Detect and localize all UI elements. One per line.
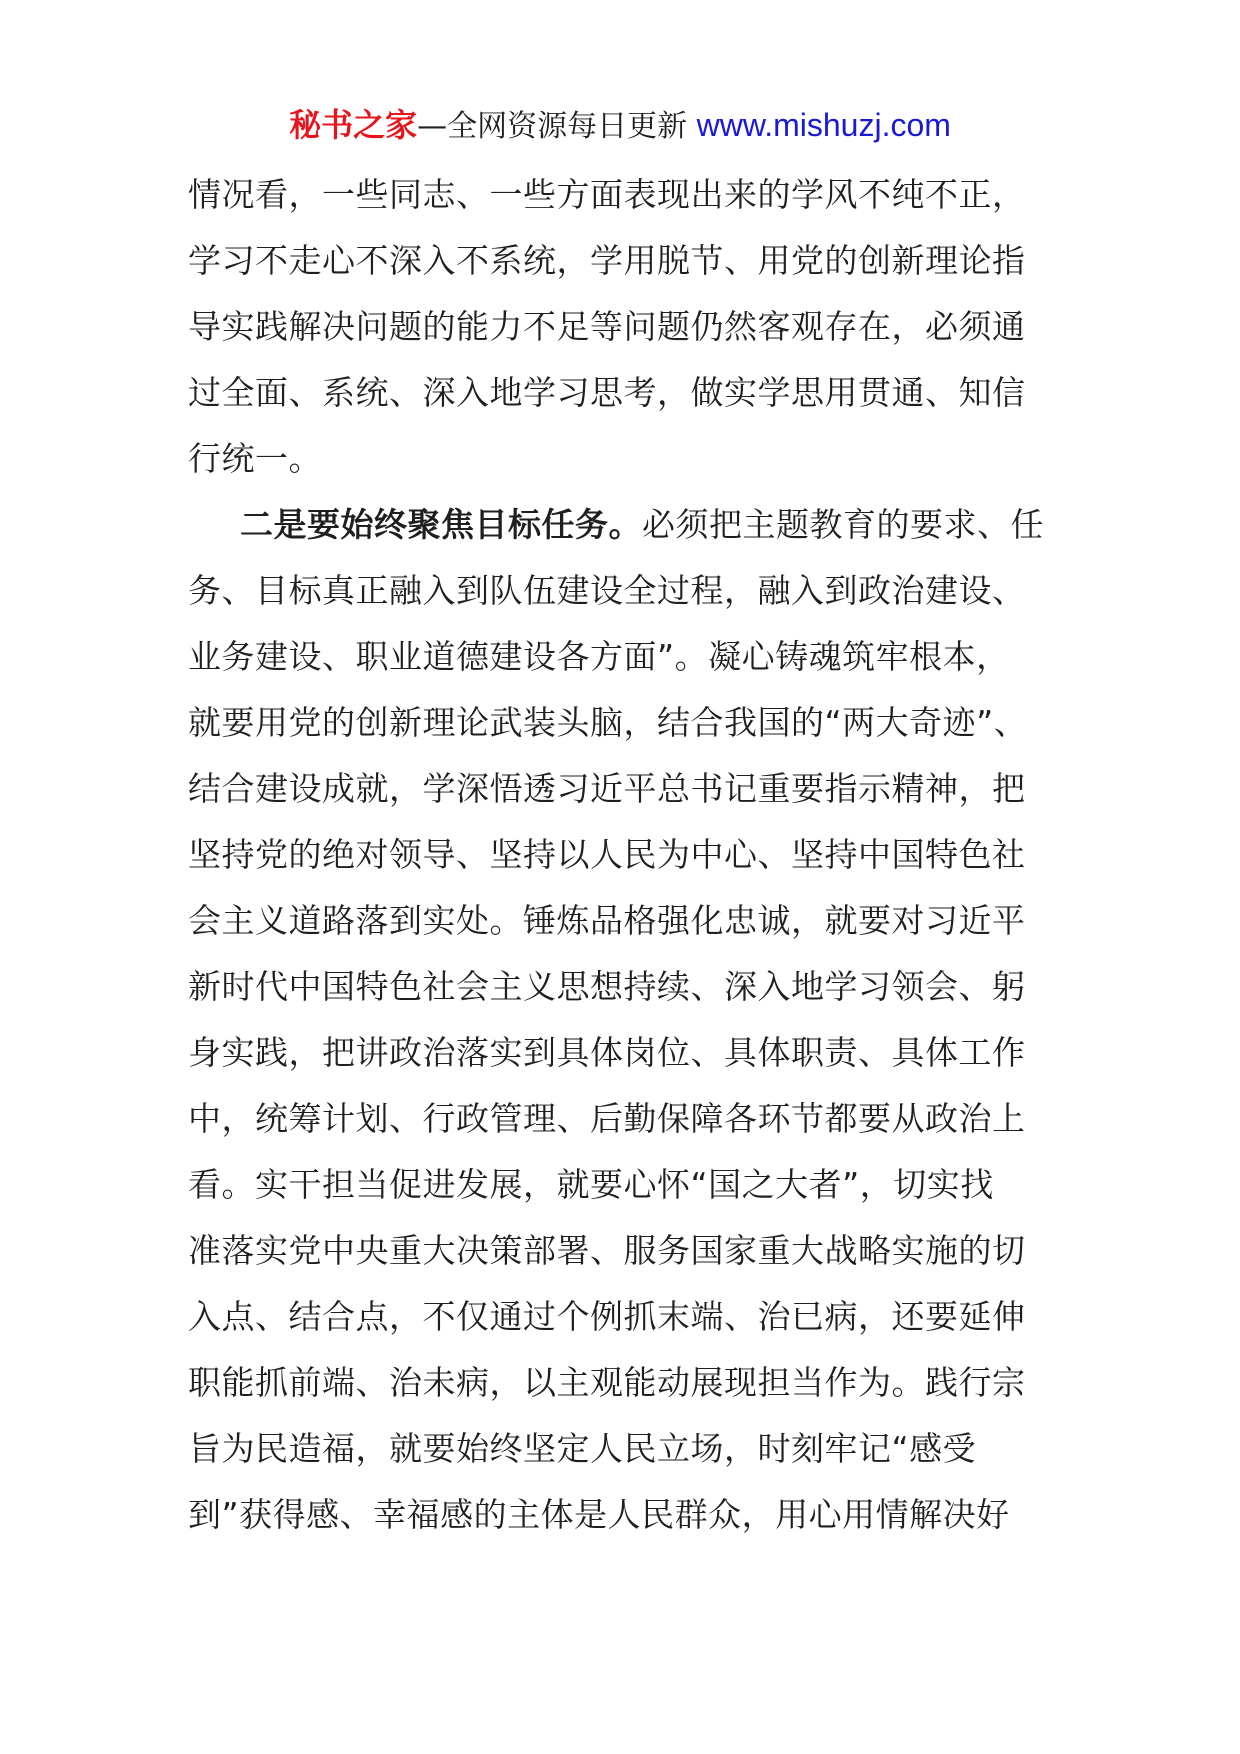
text-line: 坚持党的绝对领导、坚持以人民为中心、坚持中国特色社	[188, 835, 1026, 874]
header-brand: 秘书之家	[289, 106, 418, 144]
text-line: 会主义道路落到实处。锤炼品格强化忠诚，就要对习近平	[188, 901, 1026, 940]
header-url-link[interactable]: www.mishuzj.com	[696, 107, 951, 143]
text-line: 旨为民造福，就要始终坚定人民立场，时刻牢记“感受	[188, 1429, 977, 1468]
text-line: 就要用党的创新理论武装头脑，结合我国的“两大奇迹”、	[188, 703, 1028, 742]
paragraph-heading-rest: 必须把主题教育的要求、任	[642, 505, 1044, 544]
text-line: 过全面、系统、深入地学习思考，做实学思用贯通、知信	[188, 373, 1026, 412]
header-tagline: —全网资源每日更新	[417, 109, 697, 144]
text-line: 结合建设成就，学深悟透习近平总书记重要指示精神，把	[188, 769, 1026, 808]
text-line: 新时代中国特色社会主义思想持续、深入地学习领会、躬	[188, 967, 1026, 1006]
paragraph-heading-line	[188, 492, 1058, 558]
text-line: 入点、结合点，不仅通过个例抓末端、治已病，还要延伸	[188, 1297, 1026, 1336]
text-line: 看。实干担当促进发展，就要心怀“国之大者”，切实找	[188, 1165, 994, 1204]
page-header	[0, 101, 1240, 151]
paragraph-heading: 二是要始终聚焦目标任务。	[240, 505, 642, 544]
text-line: 行统一。	[188, 439, 322, 478]
text-line: 身实践，把讲政治落实到具体岗位、具体职责、具体工作	[188, 1033, 1026, 1072]
text-line: 职能抓前端、治未病，以主观能动展现担当作为。践行宗	[188, 1363, 1026, 1402]
text-line: 情况看，一些同志、一些方面表现出来的学风不纯不正，	[188, 175, 1026, 214]
document-body	[188, 162, 1058, 1548]
text-line: 中，统筹计划、行政管理、后勤保障各环节都要从政治上	[188, 1099, 1026, 1138]
text-line: 学习不走心不深入不系统，学用脱节、用党的创新理论指	[188, 241, 1026, 280]
text-line: 务、目标真正融入到队伍建设全过程，融入到政治建设、	[188, 571, 1026, 610]
text-line: 业务建设、职业道德建设各方面”。凝心铸魂筑牢根本，	[188, 637, 1010, 676]
text-line: 导实践解决问题的能力不足等问题仍然客观存在，必须通	[188, 307, 1026, 346]
text-line: 到”获得感、幸福感的主体是人民群众，用心用情解决好	[188, 1495, 1010, 1534]
text-line: 准落实党中央重大决策部署、服务国家重大战略实施的切	[188, 1231, 1026, 1270]
